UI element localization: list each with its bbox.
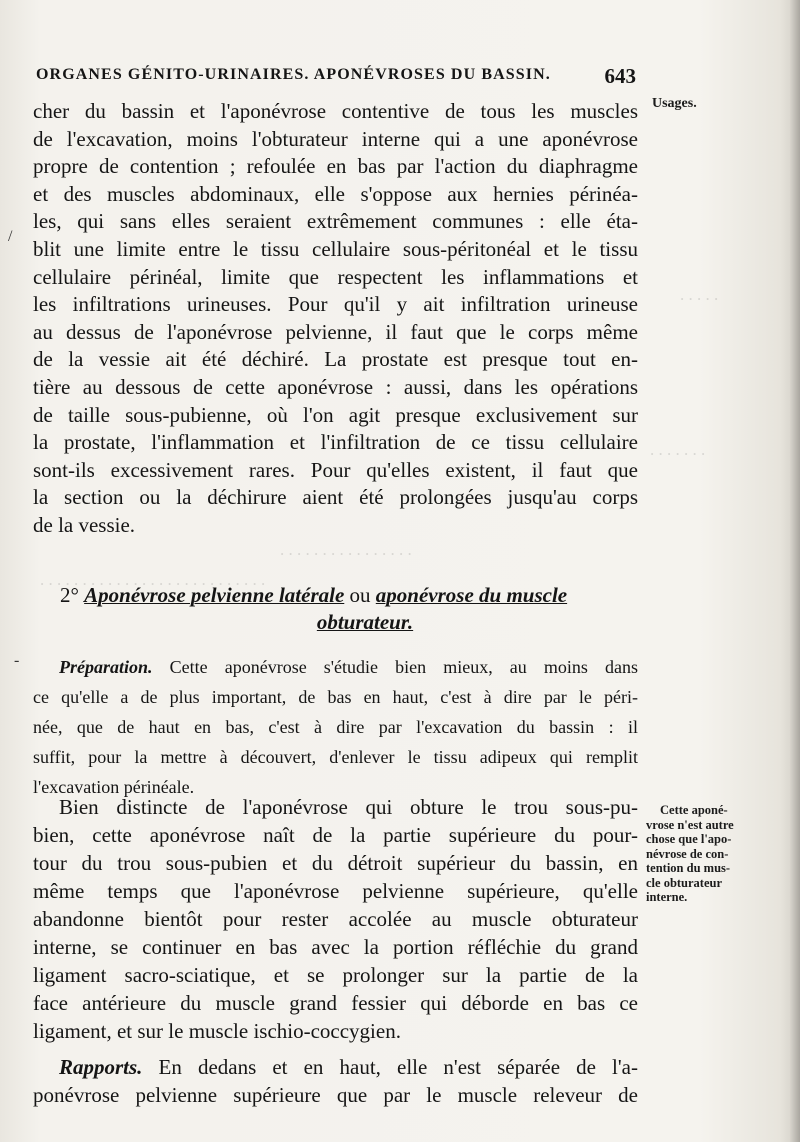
- text-line: blit une limite entre le tissu cellulaire sous-péritonéal et le tissu: [33, 236, 638, 261]
- text-line: de l'excavation, moins l'obturateur interne qui a une aponévrose: [33, 126, 638, 151]
- section-title-part1: Aponévrose pelvienne latérale: [84, 583, 345, 607]
- text-line: la section ou la déchirure aient été prolongées jusqu'au corps: [33, 485, 638, 510]
- margin-note-usages: Usages.: [652, 96, 697, 111]
- text-line: bien, cette aponévrose naît de la partie supérieure du pour-: [33, 823, 638, 847]
- margin-note-line: cle obturateur: [646, 875, 723, 890]
- preparation-label: Préparation.: [59, 657, 153, 677]
- margin-note-line: tention du mus-: [646, 861, 731, 875]
- rapports-label: Rapports.: [59, 1055, 143, 1079]
- margin-note-obturateur: [646, 803, 758, 905]
- text-line: face antérieure du muscle grand fessier qui déborde en bas ce: [33, 991, 638, 1015]
- margin-note-line: vrose n'est autre: [646, 817, 734, 832]
- margin-note-line: Cette aponé-: [660, 803, 728, 817]
- text-line: interne, se continuer en bas avec la portion réfléchie du grand: [33, 935, 638, 959]
- text-line: et des muscles abdominaux, elle s'oppose aux hernies périnéa-: [33, 181, 638, 206]
- text-line: l'excavation périnéale.: [33, 777, 195, 797]
- margin-note-line: chose que l'apo-: [646, 832, 732, 846]
- paragraph-description: [33, 793, 638, 1045]
- text-line: née, que de haut en bas, c'est à dire par l'excavation du bassin : il: [33, 717, 638, 737]
- header-title: ORGANES GÉNITO-URINAIRES. APONÉVROSES DU BASSIN.: [36, 66, 551, 83]
- text-line: cellulaire périnéal, limite que respectent les inflammations et: [33, 264, 638, 289]
- text-line: sont-ils excessivement rares. Pour qu'elles existent, il faut que: [33, 457, 638, 482]
- text-line: abandonne bientôt pour rester accolée au muscle obturateur: [33, 907, 638, 931]
- margin-note-line: interne.: [646, 890, 688, 904]
- text-line: la prostate, l'inflammation et l'infiltration de ce tissu cellulaire: [33, 430, 638, 455]
- text-line: cher du bassin et l'aponévrose contentive de tous les muscles: [33, 99, 638, 123]
- section-number: 2°: [60, 583, 79, 607]
- stray-mark: /: [8, 228, 13, 245]
- section-title-connector: ou: [349, 583, 371, 607]
- preparation-first-line: Cette aponévrose s'étudie bien mieux, au moins dans: [169, 657, 639, 677]
- paragraph-preparation: [33, 652, 638, 802]
- margin-note-line: névrose de con-: [646, 846, 729, 861]
- paragraph-usages: [33, 98, 638, 540]
- text-line: [33, 1053, 638, 1081]
- text-line: ponévrose pelvienne supérieure que par le muscle releveur de: [33, 1083, 638, 1107]
- text-line: ligament sacro-sciatique, et se prolonger sur la partie de la: [33, 963, 638, 987]
- text-line: les, qui sans elles seraient extrêmement communes : elle éta-: [33, 209, 638, 234]
- section-heading: [60, 582, 640, 636]
- text-line: les infiltrations urineuses. Pour qu'il y ait infiltration urineuse: [33, 292, 638, 317]
- page-number: 643: [604, 64, 636, 88]
- text-line: ligament, et sur le muscle ischio-coccygien.: [33, 1019, 401, 1043]
- text-line: tour du trou sous-pubien et du détroit supérieur du bassin, en: [33, 851, 638, 875]
- rapports-first-line: En dedans et en haut, elle n'est séparée de l'a-: [158, 1055, 638, 1079]
- text-line: tière au dessous de cette aponévrose : aussi, dans les opérations: [33, 374, 638, 399]
- text-line: ce qu'elle a de plus important, de bas en haut, c'est à dire par le péri-: [33, 687, 638, 707]
- text-line: Bien distincte de l'aponévrose qui obture le trou sous-pu-: [59, 795, 638, 819]
- section-title-part2: aponévrose du muscle: [375, 583, 568, 607]
- text-line: même temps que l'aponévrose pelvienne supérieure, qu'elle: [33, 879, 638, 903]
- text-line: de taille sous-pubienne, où l'on agit presque exclusivement sur: [33, 402, 638, 427]
- running-header: [36, 66, 636, 92]
- text-line: propre de contention ; refoulée en bas par l'action du diaphragme: [33, 154, 638, 179]
- text-line: au dessus de l'aponévrose pelvienne, il faut que le corps même: [33, 319, 638, 344]
- text-line: [33, 652, 638, 682]
- text-line: suffit, pour la mettre à découvert, d'enlever le tissu adipeux qui remplit: [33, 747, 638, 767]
- page-edge-shadow: [790, 0, 800, 1142]
- section-title-part3: obturateur.: [316, 610, 414, 634]
- paragraph-rapports: [33, 1053, 638, 1109]
- text-line: de la vessie ait été déchiré. La prostate est presque tout en-: [33, 347, 638, 372]
- stray-mark: -: [14, 652, 20, 669]
- text-line: de la vessie.: [33, 512, 136, 537]
